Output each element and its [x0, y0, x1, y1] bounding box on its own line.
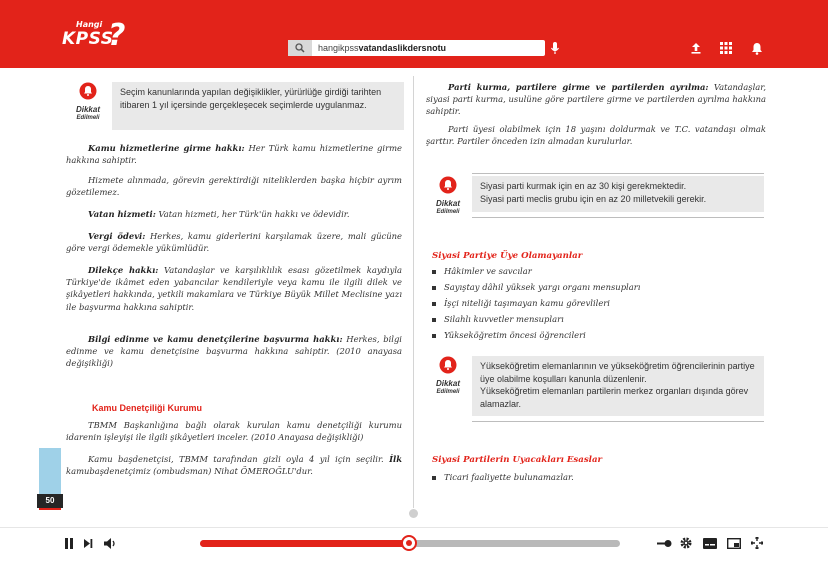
paragraph — [66, 453, 402, 477]
progress-fill — [200, 540, 409, 547]
warning-note — [424, 356, 764, 416]
page-marker — [39, 508, 61, 510]
list-item: İşçi niteliği taşımayan kamu görevlileri — [432, 295, 762, 311]
term: Dilekçe hakkı: — [88, 265, 159, 275]
separator — [472, 217, 764, 218]
list-item: Silahlı kuvvetler mensupları — [432, 311, 762, 327]
warning-word1: Dikkat — [435, 379, 460, 388]
separator — [472, 421, 764, 422]
paragraph — [66, 230, 402, 254]
list-item: Hâkimler ve savcılar — [432, 263, 762, 279]
warning-word1: Dikkat — [75, 105, 100, 114]
alert-bell-icon — [439, 176, 457, 194]
search-input[interactable] — [288, 40, 545, 56]
warning-badge — [64, 82, 112, 130]
term: Vergi ödevi: — [88, 231, 146, 241]
term: Bilgi edinme ve kamu denetçilerine başvurma hakkı: — [88, 334, 343, 344]
paragraph-text: Herkes, bilgi edinme ve kamu denetçisine başvurma hakkına sahiptir. (2010 anayasa değişikliği) — [66, 334, 402, 369]
search-term: vatandaslikdersnotu — [358, 43, 447, 53]
list-item: Ticari faaliyette bulunamazlar. — [432, 469, 762, 485]
separator — [472, 173, 764, 174]
note-line: Yükseköğretim elemanları partilerin merkez organları dışında görev alamazlar. — [480, 386, 749, 409]
note-line: Siyasi parti meclis grubu için en az 20 milletvekili gerekir. — [480, 193, 707, 204]
page-tab — [39, 448, 61, 496]
term: Parti kurma, partilere girme ve partilerden ayrılma: — [448, 82, 709, 92]
note-text — [472, 176, 764, 212]
warning-word1: Dikkat — [435, 199, 460, 208]
search-query — [312, 43, 446, 53]
page-divider — [413, 76, 414, 508]
note-text: Seçim kanunlarında yapılan değişiklikler, yürürlüğe girdiği tarihten itibaren 1 yıl içersinde gerçekleşecek seçimlerde uygulanmaz. — [112, 82, 404, 130]
paragraph-text: Kamu başdenetçisi, TBMM tarafından gizli oyla 4 yıl için seçilir. — [88, 454, 390, 464]
paragraph-text: Vatandaşlar ve karşılıklılık esası gözetilmek kaydıyla Türkiye'de ikâmet eden yabancılar kendileriyle veya kamu ile ilgili dilek ve şikâyetleri hakkında, yetkili makamlara ve Türkiye Büyük Millet Meclisine yazı ile başvurma hakkına sahiptir. — [66, 265, 403, 312]
speed-icon[interactable] — [656, 536, 672, 550]
page-number: 50 — [37, 494, 63, 508]
paragraph: Hizmete alınmada, görevin gerektirdiği niteliklerden başka hiçbir ayrım gözetilemez. — [66, 175, 402, 198]
next-icon[interactable] — [81, 536, 95, 550]
warning-word2: Edilmeli — [436, 209, 460, 215]
list-item: Sayıştay dâhil yüksek yargı organı mensupları — [432, 279, 762, 295]
note-line: Yükseköğretim elemanlarının ve yükseköğretim öğrencilerinin partiye üye olabilme koşulları kanunla düzenlenir. — [480, 361, 755, 384]
list-item: Yükseköğretim öncesi öğrencileri — [432, 327, 762, 343]
bullet-list — [432, 469, 762, 485]
warning-badge — [424, 176, 472, 216]
paragraph: Parti üyesi olabilmek için 18 yaşını doldurmak ve T.C. vatandaşı olmak şarttır. Partiler önceden izin almadan kurulurlar. — [426, 124, 766, 147]
alert-bell-icon — [79, 82, 97, 100]
term: Kamu hizmetlerine girme hakkı: — [88, 143, 245, 153]
paragraph — [426, 81, 766, 118]
warning-note — [424, 176, 764, 216]
paragraph — [66, 333, 402, 370]
paragraph-text: Herkes, kamu giderlerini karşılamak üzere, mali gücüne göre vergi ödemekle yükümlüdür. — [66, 231, 402, 254]
paragraph — [66, 142, 402, 166]
paragraph-text: Her Türk kamu hizmetlerine girme hakkına sahiptir. — [66, 143, 402, 166]
page-divider-dot — [409, 509, 418, 518]
microphone-icon[interactable] — [550, 40, 560, 56]
bell-icon[interactable] — [749, 40, 765, 56]
logo-question-mark: ? — [108, 18, 126, 53]
logo-big-text: KPSS — [62, 29, 114, 49]
section-title: Kamu Denetçiliği Kurumu — [92, 403, 203, 413]
logo-small-text: Hangi — [76, 20, 103, 29]
picture-in-picture-icon[interactable] — [726, 536, 742, 550]
paragraph: TBMM Başkanlığına bağlı olarak kurulan kamu denetçiliği kurumu idarenin işleyişi ile ilgili şikâyetleri inceler. (2010 Anayasa değişikliği) — [66, 420, 402, 443]
note-line: Siyasi parti kurmak için en az 30 kişi gerekmektedir. — [480, 181, 687, 191]
volume-icon[interactable] — [102, 536, 118, 550]
paragraph-text: Vatandaşlar, siyasi parti kurma, usulüne göre partilere girme ve partilerden ayrılma hakkına sahiptir. — [426, 82, 766, 117]
note-text — [472, 356, 764, 416]
pause-icon[interactable] — [62, 536, 76, 550]
paragraph — [66, 208, 402, 220]
bullet-list — [432, 263, 762, 343]
paragraph-text: Vatan hizmeti, her Türk'ün hakkı ve ödevidir. — [155, 209, 350, 219]
search-icon[interactable] — [288, 40, 312, 56]
subtitles-icon[interactable] — [702, 536, 718, 550]
warning-note — [64, 82, 404, 130]
paragraph — [66, 264, 402, 313]
upload-icon[interactable] — [688, 40, 704, 56]
section-title: Siyasi Partilerin Uyacakları Esaslar — [432, 455, 603, 465]
paragraph-text: kamubaşdenetçimiz (ombudsman) Nihat ÖMEROĞLU'dur. — [66, 466, 313, 477]
term: Vatan hizmeti: — [88, 209, 156, 219]
fullscreen-icon[interactable] — [750, 536, 764, 550]
warning-word2: Edilmeli — [436, 389, 460, 395]
settings-icon[interactable] — [679, 536, 693, 550]
alert-bell-icon — [439, 356, 457, 374]
grid-icon[interactable] — [718, 40, 734, 56]
section-title: Siyasi Partiye Üye Olamayanlar — [432, 251, 583, 261]
progress-handle[interactable] — [401, 535, 417, 551]
term: İlk — [389, 454, 402, 464]
top-bar — [0, 0, 828, 68]
warning-word2: Edilmeli — [76, 115, 100, 121]
logo[interactable] — [62, 20, 132, 54]
warning-badge — [424, 356, 472, 416]
search-prefix: hangikpss — [318, 43, 359, 53]
